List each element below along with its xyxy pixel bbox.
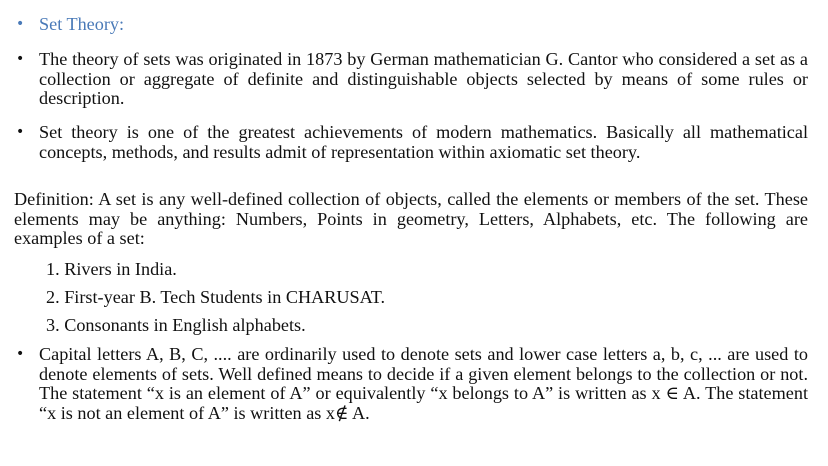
bullet-paragraph-notation xyxy=(14,345,808,423)
bullet-icon: • xyxy=(16,124,25,140)
bullet-paragraph-achievements xyxy=(14,123,808,162)
list-item: 2. First-year B. Tech Students in CHARUSAT. xyxy=(46,287,386,307)
bullet-text: Set theory is one of the greatest achievements of modern mathematics. Basically all mathematical concepts, methods, and results admit of representation within axiomatic set theory. xyxy=(39,122,808,162)
bullet-icon: • xyxy=(16,16,25,32)
definition-paragraph: Definition: A set is any well-defined collection of objects, called the elements or members of the set. These elements may be anything: Numbers, Points in geometry, Letters, Alphabets, etc. The following are examples of a set: xyxy=(14,189,808,248)
section-heading xyxy=(14,15,808,35)
bullet-paragraph-origin xyxy=(14,50,808,109)
bullet-text: Capital letters A, B, C, .... are ordinarily used to denote sets and lower case letters a, b, c, ... are used to denote elements of sets. Well defined means to decide if a given element belongs to the collection or not. The statement “x is an element of A” or equivalently “x belongs to A” is written as x ∈ A. The statement “x is not an element of A” is written as x∉ A. xyxy=(39,344,808,423)
bullet-text: The theory of sets was originated in 1873 by German mathematician G. Cantor who considered a set as a collection or aggregate of definite and distinguishable objects selected by means of some rules or description. xyxy=(39,49,808,108)
bullet-icon: • xyxy=(16,51,25,67)
heading-text: Set Theory: xyxy=(39,14,125,34)
bullet-icon: • xyxy=(16,346,25,362)
list-item: 1. Rivers in India. xyxy=(46,259,177,279)
list-item: 3. Consonants in English alphabets. xyxy=(46,315,306,335)
